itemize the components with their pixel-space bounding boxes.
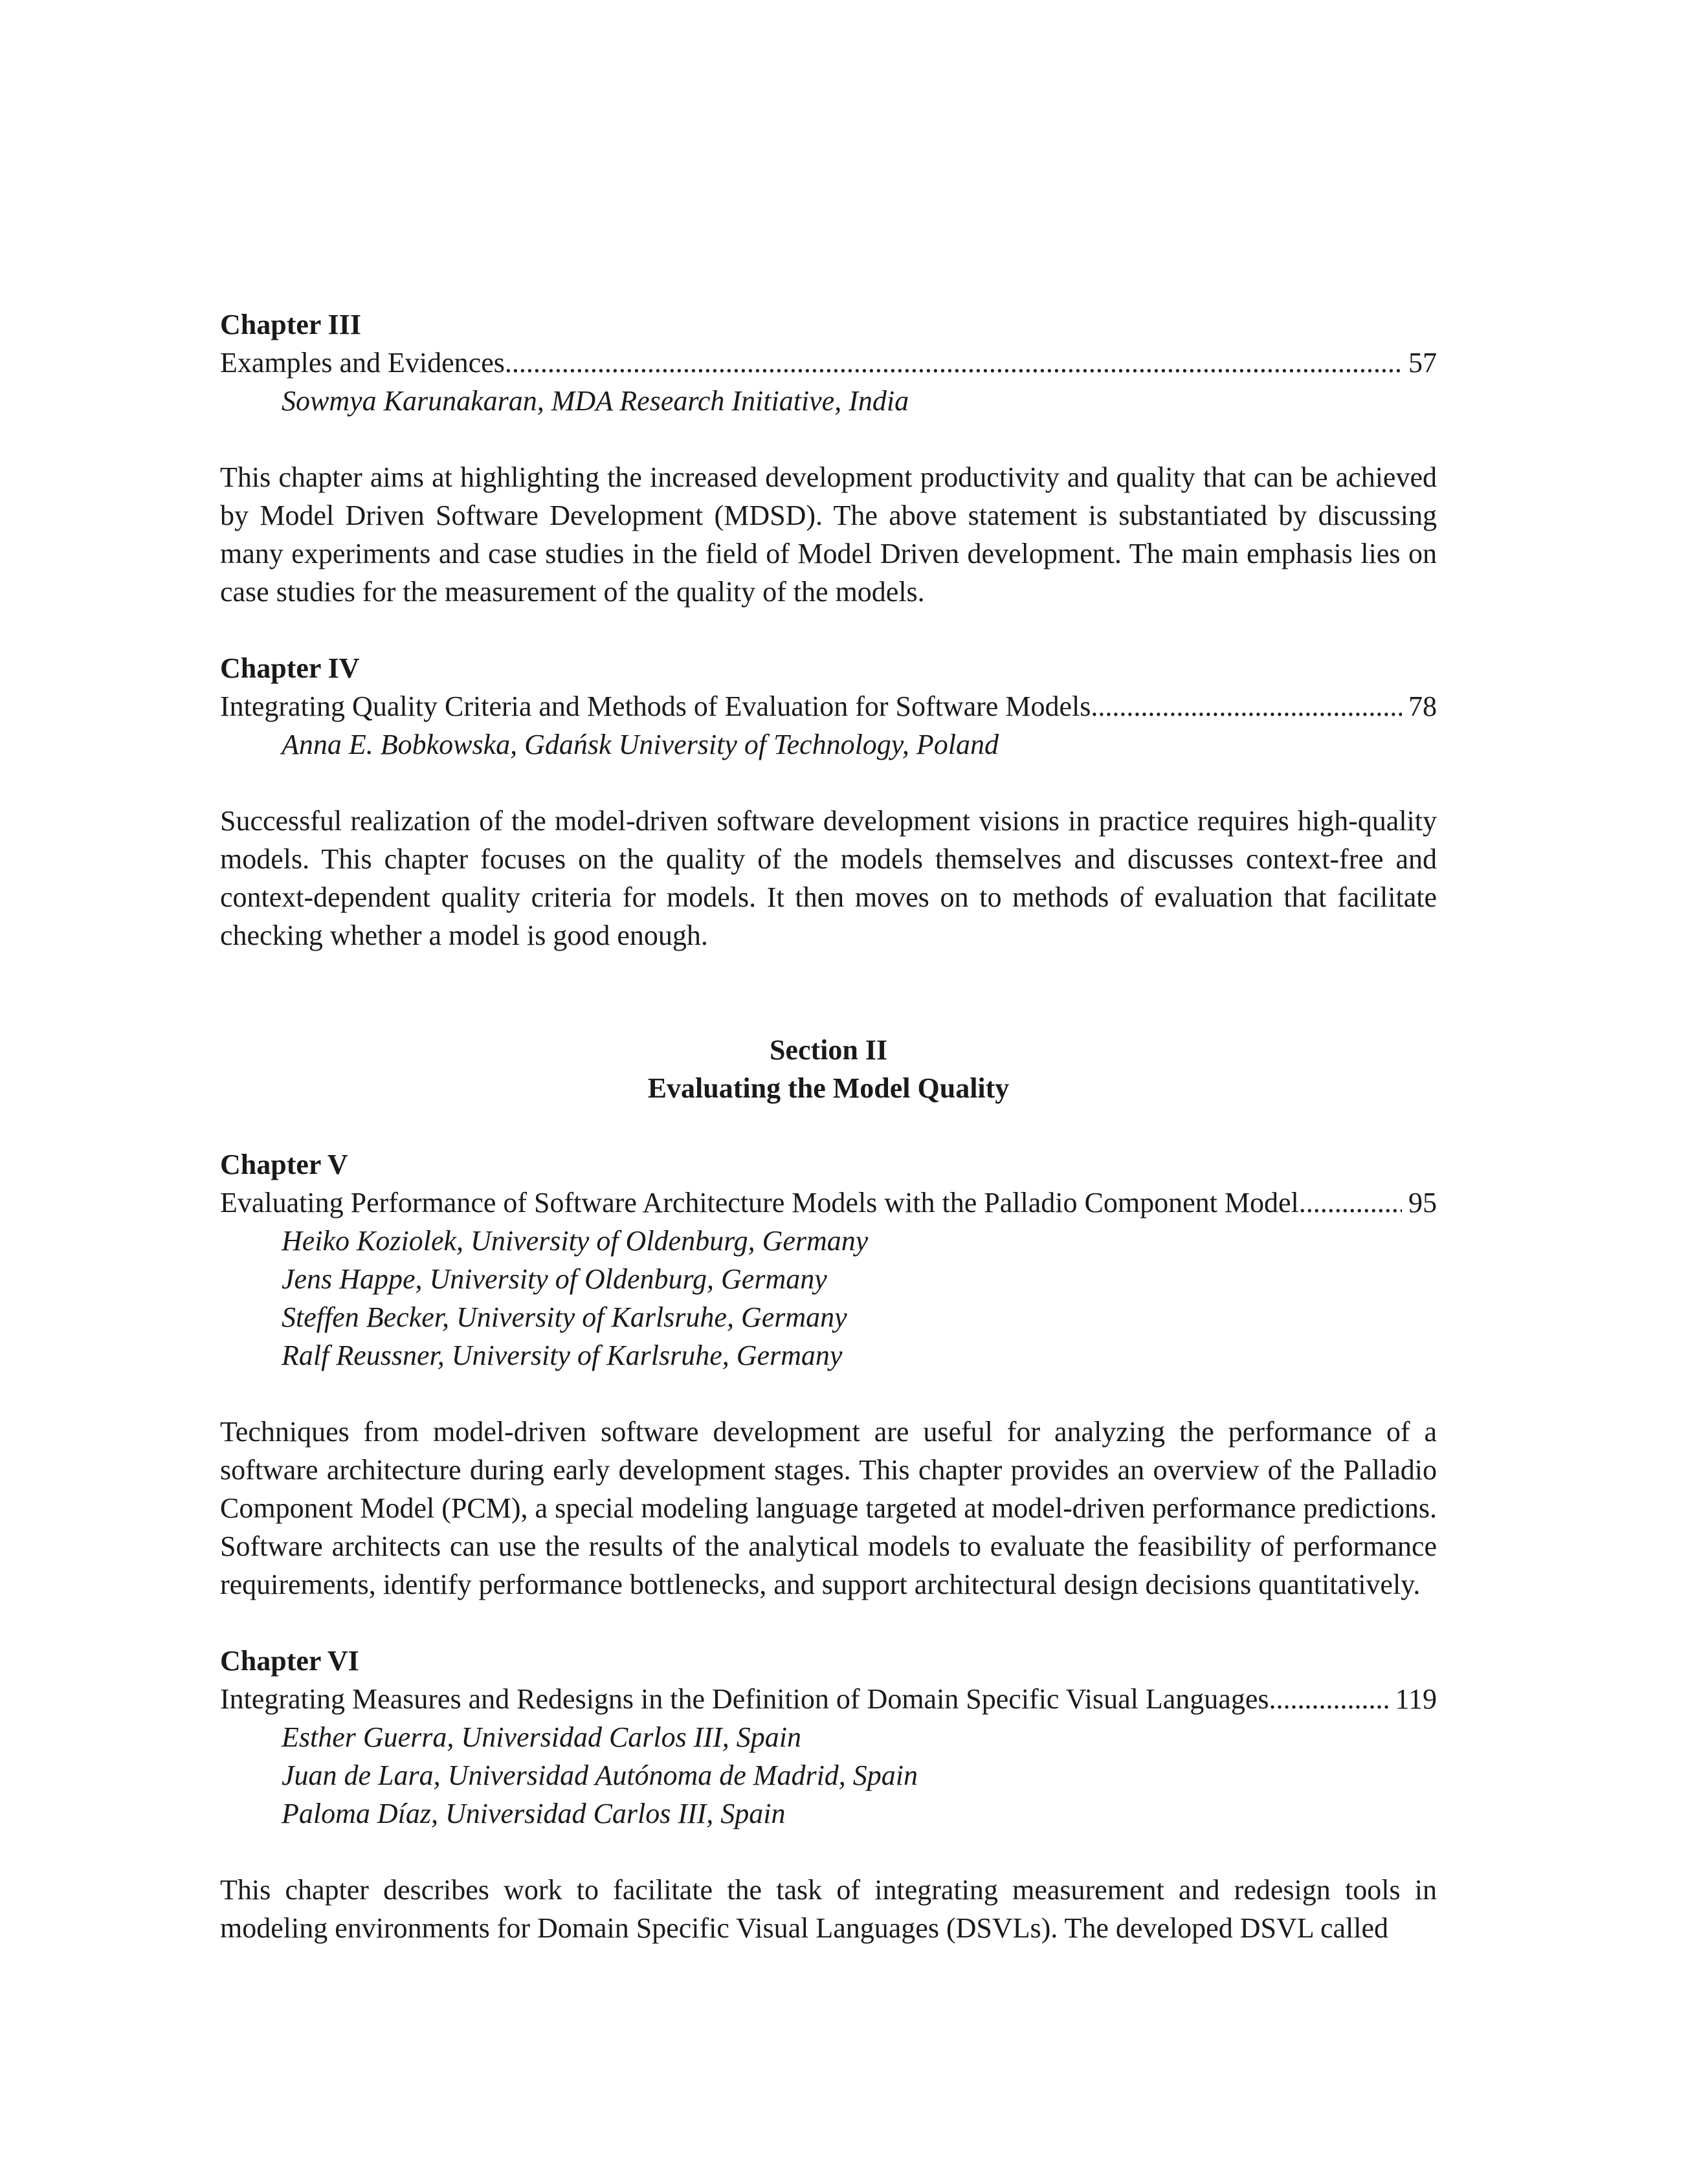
section-heading <box>220 1031 1437 1107</box>
chapter-title: Examples and Evidences <box>220 347 505 379</box>
section-title: Evaluating the Model Quality <box>647 1072 1010 1104</box>
author-line: Juan de Lara, Universidad Autónoma de Madrid, Spain <box>282 1759 918 1791</box>
chapter-abstract: This chapter aims at highlighting the increased development productivity and quality that can be achieved by Model Driven Software Development (MDSD). The above statement is substantiated by discussing many experiments and case studies in the field of Model Driven development. The main emphasis lies on case studies for the measurement of the quality of the models. <box>220 461 1437 608</box>
chapter-title: Integrating Measures and Redesigns in the Definition of Domain Specific Visual Languages <box>220 1683 1269 1715</box>
dot-leader <box>1269 1680 1388 1718</box>
chapter-entry-3 <box>220 305 1437 611</box>
author-line: Jens Happe, University of Oldenburg, Germany <box>282 1263 827 1295</box>
chapter-entry-5 <box>220 1145 1437 1604</box>
chapter-abstract: Techniques from model-driven software development are useful for analyzing the performance of a software architecture during early development stages. This chapter provides an overview of the Palladio Component Model (PCM), a special modeling language targeted at model-driven performance predictions. Software architects can use the results of the analytical models to evaluate the feasibility of performance requirements, identify performance bottlenecks, and support architectural design decisions quantitatively. <box>220 1416 1437 1600</box>
author-line: Heiko Koziolek, University of Oldenburg, Germany <box>282 1225 869 1257</box>
toc-line[interactable] <box>220 1680 1437 1718</box>
chapter-title: Integrating Quality Criteria and Methods of Evaluation for Software Models <box>220 690 1091 722</box>
page-number: 119 <box>1395 1683 1437 1715</box>
chapter-entry-6 <box>220 1642 1437 1947</box>
chapter-entry-4 <box>220 649 1437 954</box>
section-label: Section II <box>769 1034 888 1066</box>
dot-leader <box>505 344 1402 382</box>
author-line: Paloma Díaz, Universidad Carlos III, Spain <box>282 1798 786 1829</box>
chapter-label: Chapter VI <box>220 1645 359 1677</box>
toc-page <box>220 305 1437 1947</box>
toc-line[interactable] <box>220 1184 1437 1222</box>
page-number: 78 <box>1408 690 1437 722</box>
page-number: 95 <box>1408 1187 1437 1219</box>
dot-leader <box>1299 1184 1402 1222</box>
toc-line[interactable] <box>220 687 1437 725</box>
page-number: 57 <box>1408 347 1437 379</box>
chapter-label: Chapter V <box>220 1149 348 1180</box>
author-line: Anna E. Bobkowska, Gdańsk University of Technology, Poland <box>282 729 999 760</box>
toc-line[interactable] <box>220 344 1437 382</box>
author-line: Ralf Reussner, University of Karlsruhe, Germany <box>282 1340 843 1371</box>
author-line: Esther Guerra, Universidad Carlos III, Spain <box>282 1721 801 1753</box>
chapter-title: Evaluating Performance of Software Architecture Models with the Palladio Component Model <box>220 1187 1299 1219</box>
chapter-abstract: This chapter describes work to facilitate the task of integrating measurement and redesign tools in modeling environments for Domain Specific Visual Languages (DSVLs). The developed DSVL called <box>220 1874 1437 1944</box>
chapter-label: Chapter III <box>220 309 362 340</box>
dot-leader <box>1091 687 1402 725</box>
author-line: Sowmya Karunakaran, MDA Research Initiative, India <box>282 385 909 417</box>
chapter-abstract: Successful realization of the model-driven software development visions in practice requires high-quality models. This chapter focuses on the quality of the models themselves and discusses context-free and context-dependent quality criteria for models. It then moves on to methods of evaluation that facilitate checking whether a model is good enough. <box>220 805 1437 951</box>
chapter-label: Chapter IV <box>220 652 360 684</box>
author-line: Steffen Becker, University of Karlsruhe, Germany <box>282 1301 847 1333</box>
